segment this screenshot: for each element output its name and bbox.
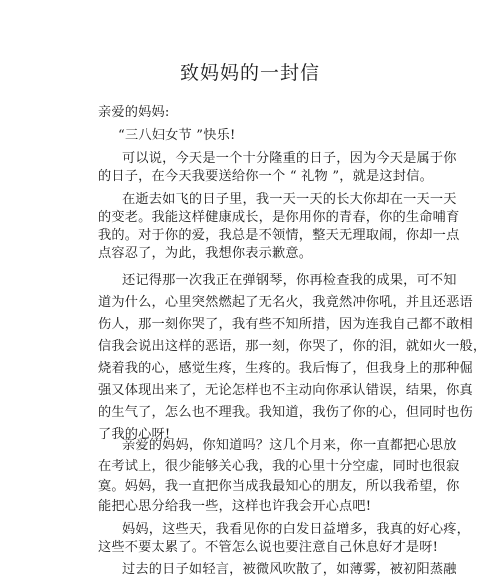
paragraph-line: 这些不要太累了。不管怎么说也要注意自己休息好才是呀!	[98, 540, 439, 555]
paragraph-line: 的生气了，怎么也不理我。我知道，我伤了你的心，但同时也伤	[98, 405, 473, 420]
paragraph-line: 我的。对于你的爱，我总是不领情，整天无理取闹，你却一点	[98, 228, 460, 243]
paragraph-line: 伤人，那一刻你哭了，我有些不知所措，因为连我自己都不敢相	[98, 317, 473, 332]
paragraph-line: 信我会说出这样的恶语，那一刻，你哭了，你的泪，就如火一般，	[98, 339, 487, 354]
paragraph-line: 可以说，今天是一个十分隆重的日子，因为今天是属于你	[122, 151, 457, 166]
paragraph-line: 烧着我的心，感觉生疼，生疼的。我后悔了，但我身上的那种倔	[98, 361, 473, 376]
paragraph-line: 亲爱的妈妈，你知道吗？这几个月来，你一直都把心思放	[122, 438, 457, 453]
paragraph-line: 强又体现出来了，无论怎样也不主动向你承认错误，结果，你真	[98, 383, 473, 398]
greeting-line: “三八妇女节 ”快乐!	[118, 128, 236, 143]
letter-title: 致妈妈的一封信	[179, 62, 320, 84]
paragraph-line: 寞。妈妈，我一直把你当成我最知心的朋友，所以我希望，你	[98, 479, 460, 494]
paragraph-line: 妈妈，这些天，我看见你的白发日益增多，我真的好心疼，	[122, 522, 471, 537]
paragraph-line: 在考试上，很少能够关心我，我的心里十分空虚，同时也很寂	[98, 459, 460, 474]
paragraph-line: 点容忍了，为此，我想你表示歉意。	[98, 246, 313, 261]
paragraph-line: 过去的日子如轻言，被微风吹散了，如薄雾，被初阳蒸融	[122, 562, 457, 577]
paragraph-line: 了我的心呀!	[98, 427, 171, 442]
paragraph-line: 的变老。我能这样健康成长，是你用你的青春，你的生命哺育	[98, 210, 460, 225]
paragraph-line: 道为什么，心里突然燃起了无名火，我竟然冲你吼，并且还恶语	[98, 295, 473, 310]
paragraph-line: 在逝去如飞的日子里，我一天一天的长大你却在一天一天	[122, 192, 457, 207]
salutation: 亲爱的妈妈:	[98, 105, 170, 120]
paragraph-line: 的日子，在今天我要送给你一个 “ 礼物 ”，就是这封信。	[98, 169, 433, 184]
paragraph-line: 还记得那一次我正在弹钢琴，你再检查我的成果，可不知	[122, 273, 457, 288]
paragraph-line: 能把心思分给我一些，这样也许我会开心点吧!	[98, 499, 372, 514]
